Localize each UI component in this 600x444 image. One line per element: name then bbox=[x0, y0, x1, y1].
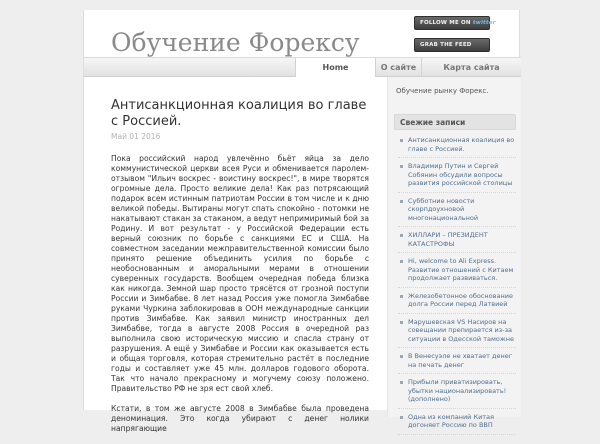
recent-post-label: Hi, welcome to Ali Express. Развитие отношений с Китаем продолжает развиваться. bbox=[408, 257, 514, 282]
recent-post-link[interactable] bbox=[398, 197, 516, 228]
nav-tab-about[interactable]: О сайте bbox=[375, 58, 421, 77]
post-paragraph: Пока российский народ увлечённо бьёт яйца за дело коммунистической церкви всея Руси и обменивается паролем-отзывом "Ильич воскрес - воистину воскрес!", в мире творятся огромные дела. Просто великие дела! Как раз потрясающий подарок всем истинным патриотам России в том числе и к дню великой победы. Вытираны могут спать спокойно - потомки не накатывают стакан за стаканом, а ведут непримиримый бой за Родину. И вот результат - у Российской Федерации есть верный союзник по борьбе с санкциями ЕС и США. На совместном заседании межправительственной комиссии было принято решение объединить усилия по борьбе с необоснованным и аморальными мерами в отношении суверенных государств. Вообщем очередная победа близка как никогда. Земной шар просто трясётся от грозной поступи России и Зимбабве. 8 лет назад Россия уже помогла Зимбабве руками Чуркина заблокировав в ООН международные санкции против Зимбабве. Как заявил министр иностранных дел Зимбабве, тогда в августе 2008 Россия в очередной раз выполнила свою историческую миссию и спасла страну от разрушения. А ещё у Зимбабве и России как оказывается есть и общая торговля, которая стремительно растёт в последние годы и составляет уже 45 млн. долларов годового оборота. Так что начало прекрасному и могучему союзу положено. Правительство РФ не зря ест свой хлеб. bbox=[111, 154, 369, 393]
recent-post-link[interactable] bbox=[398, 162, 516, 193]
recent-post-label: Антисанкционная коалиция во главе с Россией. bbox=[408, 136, 515, 153]
bullet-icon bbox=[400, 321, 403, 324]
bullet-icon bbox=[400, 139, 403, 142]
post-content bbox=[111, 98, 369, 444]
recent-posts-widget bbox=[394, 114, 516, 439]
twitter-brand-text: twitter bbox=[472, 20, 496, 26]
recent-post-label: Железобетонное обоснование долга России перед Латвией bbox=[408, 291, 513, 308]
follow-twitter-button[interactable] bbox=[414, 16, 496, 30]
post-body bbox=[111, 154, 369, 434]
bullet-icon bbox=[400, 200, 403, 203]
bullet-icon bbox=[400, 416, 403, 419]
recent-post-label: В Венесуэле не хватает денег на печать денег bbox=[408, 352, 513, 369]
recent-post-link[interactable] bbox=[398, 352, 516, 374]
recent-post-label: Марушевская VS Насиров на совещании препирается из-за ситуации в Одесской таможне bbox=[408, 317, 514, 343]
site-title[interactable]: Обучение Форексу bbox=[111, 28, 360, 57]
bullet-icon bbox=[400, 260, 403, 263]
recent-post-link[interactable] bbox=[398, 231, 516, 253]
bullet-icon bbox=[400, 295, 403, 298]
bullet-icon bbox=[400, 234, 403, 237]
site-tagline: Обучение рынку Форекс. bbox=[396, 87, 489, 95]
recent-posts-list bbox=[394, 136, 516, 435]
widget-title: Свежие записи bbox=[394, 114, 516, 130]
bullet-icon bbox=[400, 355, 403, 358]
recent-post-label: Прибыли приватизировать, убытки национализировать! (дополнено) bbox=[408, 378, 507, 403]
bullet-icon bbox=[400, 381, 403, 384]
feed-label: GRAB THE FEED bbox=[420, 42, 472, 48]
recent-post-label: ХИЛЛАРИ – ПРЕЗИДЕНТ КАТАСТРОФЫ bbox=[408, 231, 488, 248]
recent-post-link[interactable] bbox=[398, 318, 516, 349]
recent-post-link[interactable] bbox=[398, 257, 516, 288]
post-date: Май 01 2016 bbox=[111, 132, 161, 141]
recent-post-link[interactable] bbox=[398, 292, 516, 314]
follow-label: FOLLOW ME ON bbox=[420, 20, 471, 26]
post-paragraph: Кстати, в том же августе 2008 в Зимбабве была проведена деноминация. Это когда убирают с денег нолики напрягающие bbox=[111, 404, 369, 433]
recent-post-link[interactable] bbox=[398, 378, 516, 409]
recent-post-link[interactable] bbox=[398, 136, 516, 158]
rss-feed-button[interactable] bbox=[414, 38, 490, 52]
nav-tab-home[interactable]: Home bbox=[295, 58, 375, 77]
recent-post-link[interactable] bbox=[398, 413, 516, 435]
nav-tab-sitemap[interactable]: Карта сайта bbox=[421, 58, 521, 77]
post-title-link[interactable]: Антисанкционная коалиция во главе с Россией. bbox=[111, 98, 367, 129]
recent-post-label: Владимир Путин и Сергей Собянин обсудили вопросы развития российской столицы bbox=[408, 162, 513, 187]
page-container bbox=[83, 10, 520, 433]
bullet-icon bbox=[400, 165, 403, 168]
main-navigation bbox=[84, 57, 521, 77]
recent-post-label: Одна из компаний Китая догоняет Россию по ВВП bbox=[408, 412, 494, 429]
recent-post-label: Субботние новости скорпдоухновой многонациональной bbox=[408, 196, 479, 222]
